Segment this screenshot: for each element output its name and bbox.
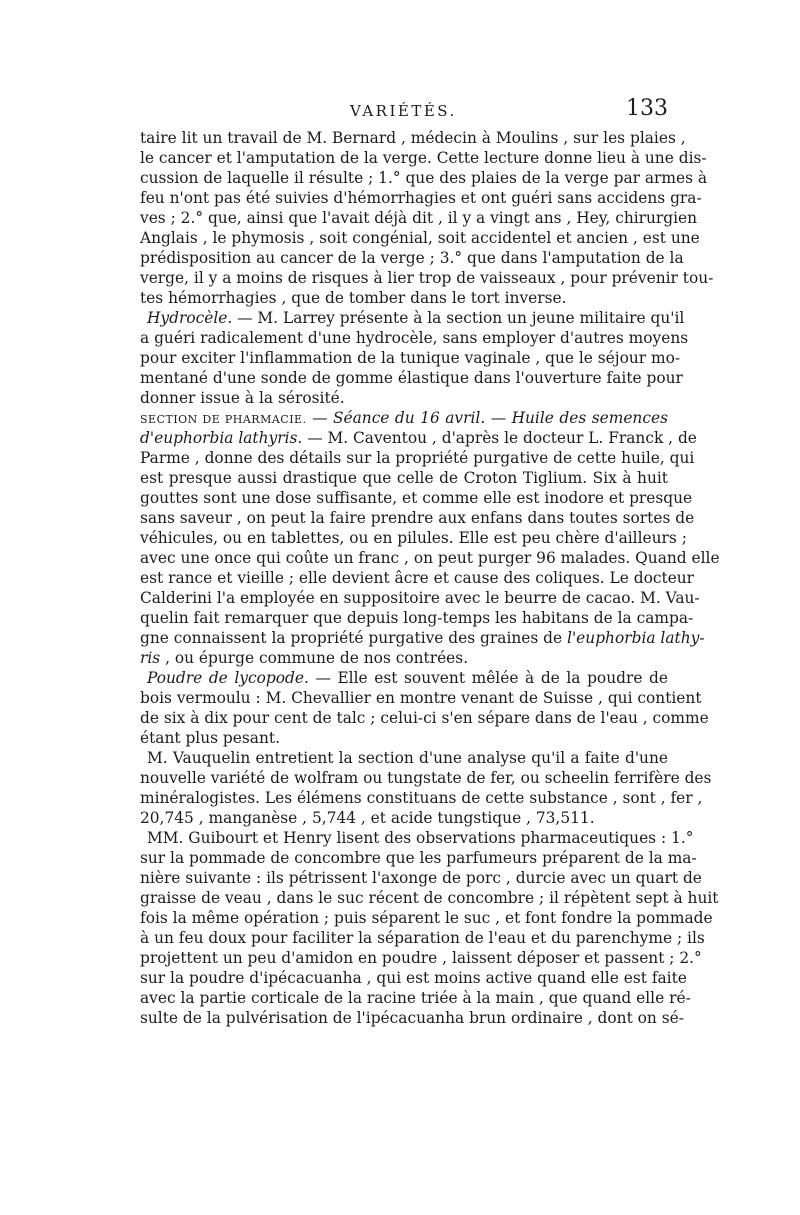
- text-line: nouvelle variété de wolfram ou tungstate de fer, ou scheelin ferrifère des: [140, 769, 712, 787]
- text-line: SECTION DE PHARMACIE. — Séance du 16 avril. — Huile des semences: [140, 409, 668, 427]
- text-line: bois vermoulu : M. Chevallier en montre venant de Suisse , qui contient: [140, 689, 702, 707]
- text-line: graisse de veau , dans le suc récent de concombre ; il répètent sept à huit: [140, 889, 719, 907]
- text-line: feu n'ont pas été suivies d'hémorrhagies et ont guéri sans accidens gra-: [140, 189, 702, 207]
- text-line: gouttes sont une dose suffisante, et comme elle est inodore et presque: [140, 489, 693, 507]
- text-line: taire lit un travail de M. Bernard , médecin à Moulins , sur les plaies ,: [140, 129, 686, 147]
- text-line: cussion de laquelle il résulte ; 1.° que des plaies de la verge par armes à: [140, 169, 708, 187]
- page-number: 133: [626, 96, 668, 121]
- text-line: est presque aussi drastique que celle de Croton Tiglium. Six à huit: [140, 469, 668, 487]
- text-line: M. Vauquelin entretient la section d'une analyse qu'il a faite d'une: [147, 749, 668, 767]
- text-line: avec la partie corticale de la racine triée à la main , que quand elle ré-: [140, 989, 691, 1007]
- text-line: d'euphorbia lathyris. — M. Caventou , d'après le docteur L. Franck , de: [140, 429, 697, 447]
- text-line: Calderini l'a employée en suppositoire avec le beurre de cacao. M. Vau-: [140, 589, 700, 607]
- body-text: [140, 128, 720, 1028]
- text-line: donner issue à la sérosité.: [140, 389, 345, 407]
- text-line: tes hémorrhagies , que de tomber dans le tort inverse.: [140, 289, 567, 307]
- text-line: a guéri radicalement d'une hydrocèle, sans employer d'autres moyens: [140, 329, 689, 347]
- text-line: gne connaissent la propriété purgative des graines de l'euphorbia lathy-: [140, 629, 705, 647]
- text-line: MM. Guibourt et Henry lisent des observations pharmaceutiques : 1.°: [147, 829, 694, 847]
- text-line: Anglais , le phymosis , soit congénial, soit accidentel et ancien , est une: [140, 229, 700, 247]
- text-line: 20,745 , manganèse , 5,744 , et acide tungstique , 73,511.: [140, 809, 595, 827]
- text-line: sur la poudre d'ipécacuanha , qui est moins active quand elle est faite: [140, 969, 687, 987]
- text-line: prédisposition au cancer de la verge ; 3.° que dans l'amputation de la: [140, 249, 684, 267]
- text-line: est rance et vieille ; elle devient âcre et cause des coliques. Le docteur: [140, 569, 695, 587]
- text-line: à un feu doux pour faciliter la séparation de l'eau et du parenchyme ; ils: [140, 929, 705, 947]
- text-line: Poudre de lycopode. — Elle est souvent mêlée à de la poudre de: [147, 669, 668, 687]
- text-line: sans saveur , on peut la faire prendre aux enfans dans toutes sortes de: [140, 509, 695, 527]
- text-line: fois la même opération ; puis séparent le suc , et font fondre la pommade: [140, 909, 713, 927]
- text-line: sur la pommade de concombre que les parfumeurs préparent de la ma-: [140, 849, 697, 867]
- text-line: ris , ou épurge commune de nos contrées.: [140, 649, 469, 667]
- text-line: pour exciter l'inflammation de la tunique vaginale , que le séjour mo-: [140, 349, 681, 367]
- running-head: [140, 96, 668, 126]
- text-line: nière suivante : ils pétrissent l'axonge de porc , durcie avec un quart de: [140, 869, 702, 887]
- text-line: Hydrocèle. — M. Larrey présente à la section un jeune militaire qu'il: [147, 309, 685, 327]
- text-line: ves ; 2.° que, ainsi que l'avait déjà dit , il y a vingt ans , Hey, chirurgien: [140, 209, 698, 227]
- text-line: verge, il y a moins de risques à lier trop de vaisseaux , pour prévenir tou-: [140, 269, 714, 287]
- text-line: mentané d'une sonde de gomme élastique dans l'ouverture faite pour: [140, 369, 683, 387]
- text-line: Parme , donne des détails sur la propriété purgative de cette huile, qui: [140, 449, 695, 467]
- running-title: VARIÉTÉS.: [350, 102, 457, 120]
- text-line: minéralogistes. Les élémens constituans de cette substance , sont , fer ,: [140, 789, 703, 807]
- text-line: le cancer et l'amputation de la verge. Cette lecture donne lieu à une dis-: [140, 149, 707, 167]
- text-line: projettent un peu d'amidon en poudre , laissent déposer et passent ; 2.°: [140, 949, 702, 967]
- text-line: de six à dix pour cent de talc ; celui-ci s'en sépare dans de l'eau , comme: [140, 709, 709, 727]
- text-line: véhicules, ou en tablettes, ou en pilules. Elle est peu chère d'ailleurs ;: [140, 529, 687, 547]
- text-line: quelin fait remarquer que depuis long-temps les habitans de la campa-: [140, 609, 694, 627]
- text-line: avec une once qui coûte un franc , on peut purger 96 malades. Quand elle: [140, 549, 720, 567]
- text-line: étant plus pesant.: [140, 729, 280, 747]
- text-line: sulte de la pulvérisation de l'ipécacuanha brun ordinaire , dont on sé-: [140, 1009, 684, 1027]
